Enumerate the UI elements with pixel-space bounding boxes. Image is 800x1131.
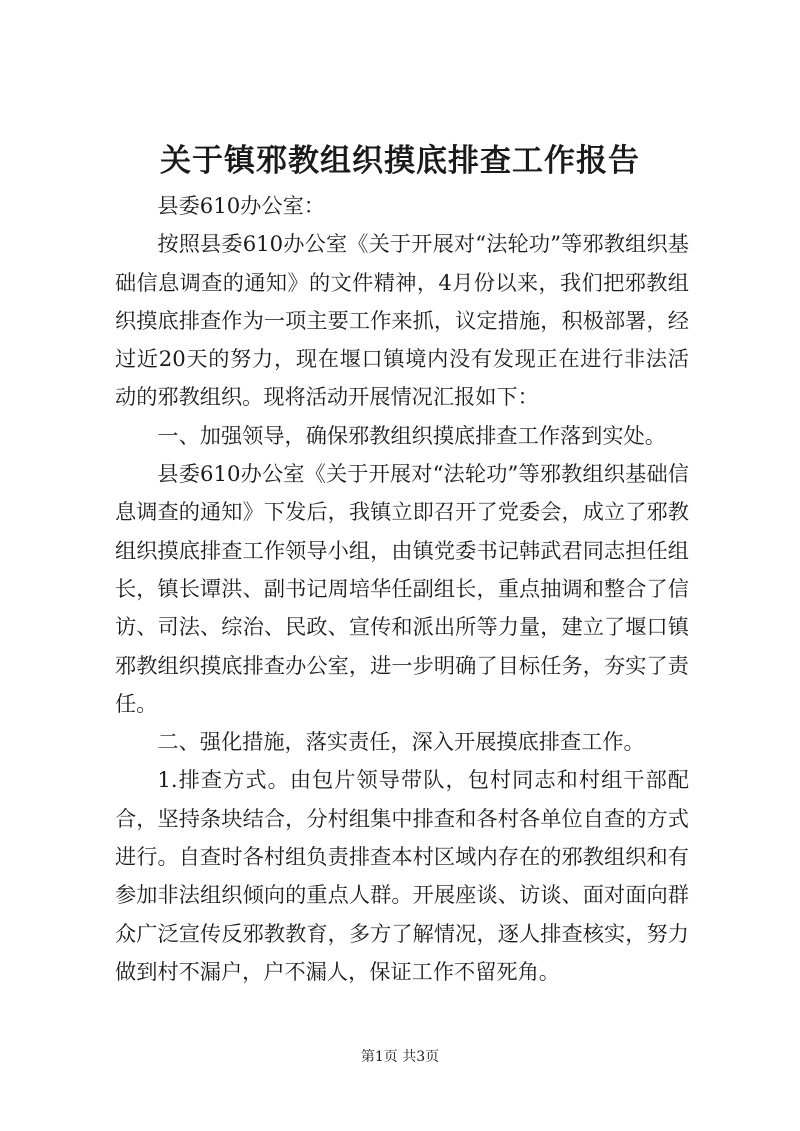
page-footer: 第1页 共3页 (360, 1049, 440, 1065)
section-heading-2: 二、强化措施，落实责任，深入开展摸底排查工作。 (157, 729, 645, 755)
document-body (115, 187, 689, 991)
document-title: 关于镇邪教组织摸底排查工作报告 (160, 143, 640, 179)
section-heading-1: 一、加强领导，确保邪教组织摸底排查工作落到实处。 (157, 422, 666, 448)
paragraph-section-2-item-1: 1.排查方式。由包片领导带队，包村同志和村组干部配合，坚持条块结合，分村组集中排查和各村各单位自查的方式进行。自查时各村组负责排查本村区域内存在的邪教组织和有参加非法组织倾向的重点人群。开展座谈、访谈、面对面向群众广泛宣传反邪教教育，多方了解情况，逐人排查核实，努力做到村不漏户，户不漏人，保证工作不留死角。 (115, 767, 689, 984)
salutation: 县委610办公室： (157, 193, 325, 218)
paragraph-intro: 按照县委610办公室《关于开展对“法轮功”等邪教组织基础信息调查的通知》的文件精神，4月份以来，我们把邪教组织摸底排查作为一项主要工作来抓，议定措施，积极部署，经过近20天的努力，现在堰口镇境内没有发现正在进行非法活动的邪教组织。现将活动开展情况汇报如下： (115, 231, 689, 410)
paragraph-section-1: 县委610办公室《关于开展对“法轮功”等邪教组织基础信息调查的通知》下发后，我镇立即召开了党委会，成立了邪教组织摸底排查工作领导小组，由镇党委书记韩武君同志担任组长，镇长谭洪、副书记周培华任副组长，重点抽调和整合了信访、司法、综治、民政、宣传和派出所等力量，建立了堰口镇邪教组织摸底排查办公室，进一步明确了目标任务，夯实了责任。 (115, 461, 689, 716)
